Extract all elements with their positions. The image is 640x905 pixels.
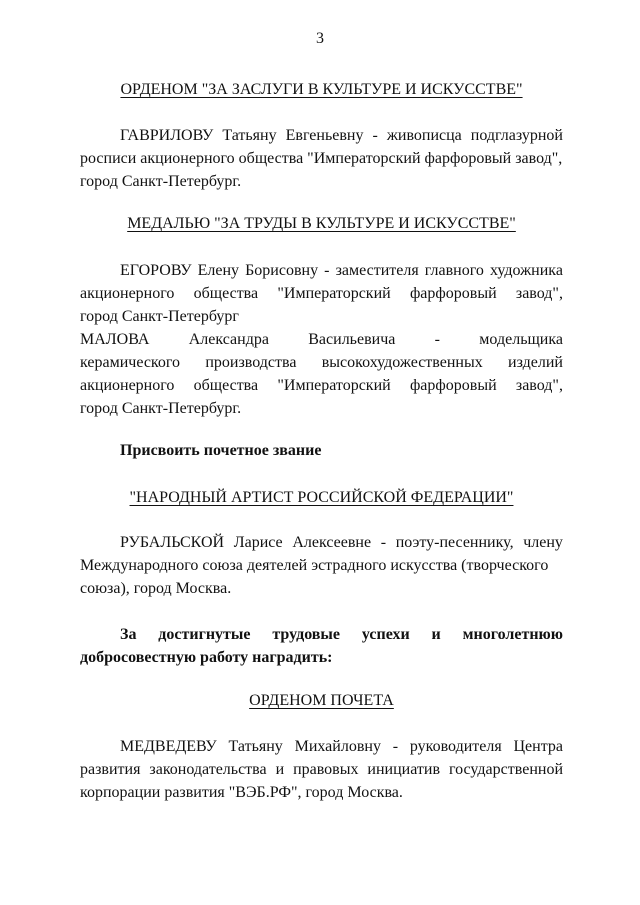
word: РУБАЛЬСКОЙ [120,534,225,551]
word: Центра [513,738,563,755]
paragraph-line [80,328,563,351]
word: главного [424,262,484,279]
word: члену [523,534,563,551]
paragraph-line [80,282,563,305]
word: Михайловну [294,738,381,755]
assign-title-intro [80,439,563,462]
word: Борисовну [245,262,319,279]
award-paragraph-rubalskaya [80,531,563,600]
paragraph-line [80,374,563,397]
word: МАЛОВА [80,331,150,348]
award-paragraph-egorova [80,259,563,328]
word: руководителя [409,738,502,755]
word: модельщика [479,331,563,348]
page-number: 3 [316,30,324,47]
paragraph-line: город Санкт-Петербург [80,308,239,325]
word: фарфоровый [409,285,497,302]
word: Татьяну [222,127,277,144]
word: Алексеевне [292,534,372,551]
word: акционерного [80,377,175,394]
word: МЕДВЕДЕВУ [120,738,217,755]
award-paragraph-gavrilova [80,124,563,193]
word: Елену [197,262,240,279]
word: государственной [448,761,563,778]
achievements-paragraph [80,623,563,669]
medal-heading: МЕДАЛЬЮ "ЗА ТРУДЫ В КУЛЬТУРЕ И ИСКУССТВЕ" [127,215,516,232]
word: Ларисе [233,534,283,551]
word: "Императорский [277,285,391,302]
paragraph-line [80,623,563,646]
word: - [380,534,387,551]
word: многолетнюю [462,626,563,643]
word: керамического [80,354,181,371]
word: - [372,127,378,144]
word: - [392,738,399,755]
award-paragraph-medvedeva [80,735,563,804]
word: завод", [515,285,563,302]
word: производства [205,354,297,371]
word: Татьяну [228,738,283,755]
word: живописца [386,127,462,144]
word: ЕГОРОВУ [120,262,192,279]
word: достигнутые [158,626,251,643]
paragraph-line [80,259,563,282]
paragraph-line: город Санкт-Петербург. [80,400,242,417]
word: подглазурной [470,127,563,144]
word: Васильевича [308,331,396,348]
word: законодательства [149,761,267,778]
word: успехи [361,626,410,643]
word: развития [80,761,141,778]
paragraph-line: Присвоить почетное звание [120,442,322,459]
award-paragraph-malov [80,328,563,420]
paragraph-line: союза), город Москва. [80,580,232,597]
paragraph-line [80,758,563,781]
word: заместителя [335,262,419,279]
paragraph-line: город Санкт-Петербург. [80,173,242,190]
paragraph-line: корпорации развития "ВЭБ.РФ", город Москва. [80,784,403,801]
word: правовых [293,761,359,778]
word: и [275,761,285,778]
word: акционерного [80,285,175,302]
word: ГАВРИЛОВУ [120,127,214,144]
word: общества [193,377,259,394]
word: - [434,331,440,348]
word: изделий [508,354,563,371]
word: высокохудожественных [321,354,483,371]
word: За [120,626,137,643]
paragraph-line [80,124,563,147]
paragraph-line [80,351,563,374]
word: Александра [188,331,269,348]
honor-heading: ОРДЕНОМ ПОЧЕТА [249,692,394,709]
word: инициатив [367,761,441,778]
paragraph-line: росписи акционерного общества "Императорский фарфоровый завод", [80,150,563,167]
word: - [324,262,330,279]
word: "Императорский [277,377,391,394]
word: трудовые [272,626,341,643]
paragraph-line: добросовестную работу наградить: [80,649,333,666]
word: завод", [515,377,563,394]
word: фарфоровый [409,377,497,394]
word: художника [489,262,563,279]
title-heading: "НАРОДНЫЙ АРТИСТ РОССИЙСКОЙ ФЕДЕРАЦИИ" [129,489,514,506]
paragraph-line [80,735,563,758]
paragraph-line: Международного союза деятелей эстрадного искусства (творческого [80,557,549,574]
paragraph-line [80,531,563,554]
word: и [431,626,441,643]
word: поэту-песеннику, [395,534,514,551]
word: общества [193,285,259,302]
order-heading: ОРДЕНОМ "ЗА ЗАСЛУГИ В КУЛЬТУРЕ И ИСКУССТВЕ" [120,81,523,98]
word: Евгеньевну [285,127,364,144]
